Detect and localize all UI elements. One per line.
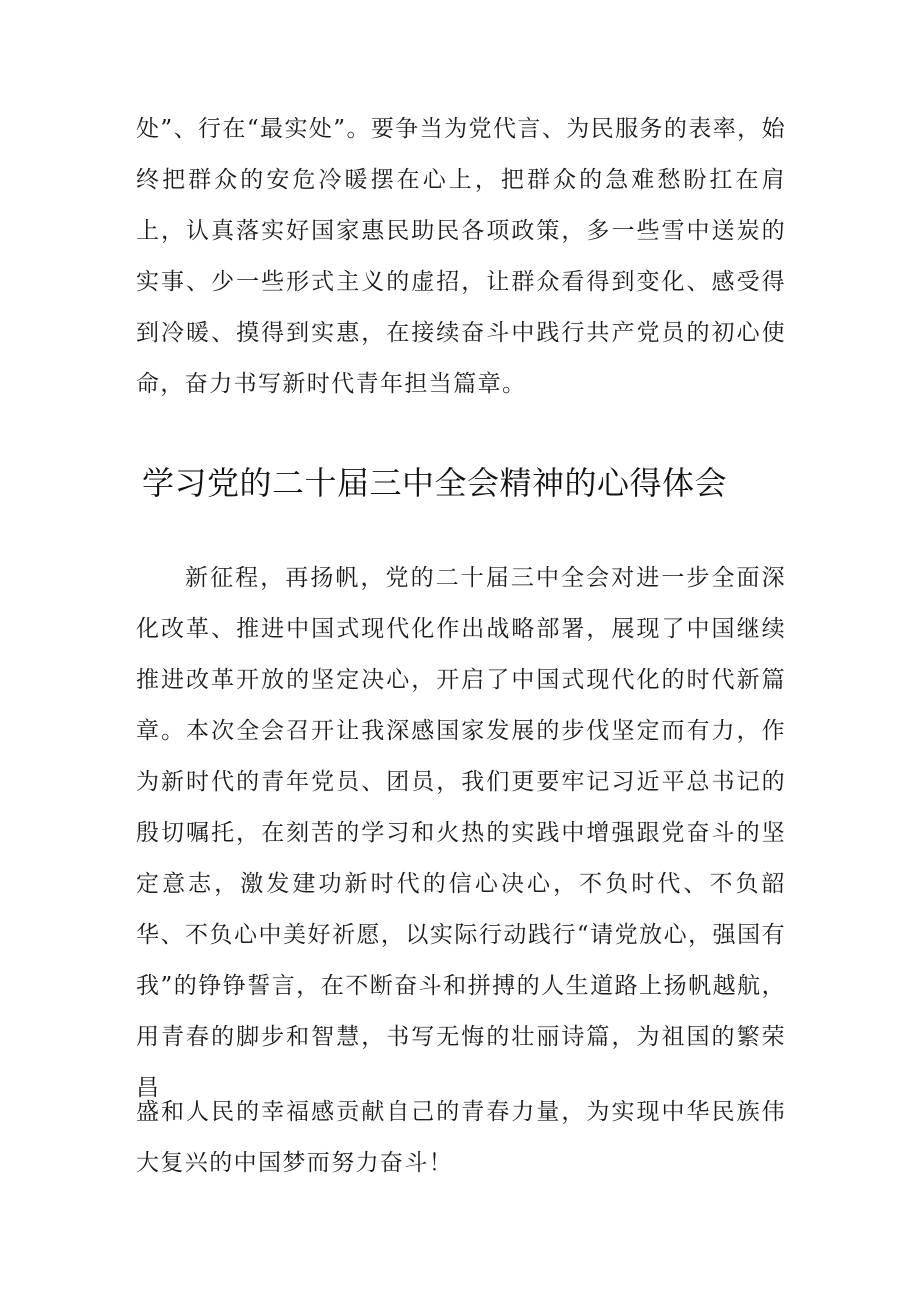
continuation-paragraph: 处”、行在“最实处”。要争当为党代言、为民服务的表率，始终把群众的安危冷暖摆在心上，把群众的急难愁盼扛在肩上，认真落实好国家惠民助民各项政策，多一些雪中送炭的实事、少一些形式主义的虚招，让群众看得到变化、感受得到冷暖、摸得到实惠，在接续奋斗中践行共产党员的初心使命，奋力书写新时代青年担当篇章。 <box>136 116 786 397</box>
closing-paragraph: 盛和人民的幸福感贡献自己的青春力量，为实现中华民族伟大复兴的中国梦而努力奋斗！ <box>136 1099 786 1176</box>
body-paragraph: 新征程，再扬帆，党的二十届三中全会对进一步全面深化改革、推进中国式现代化作出战略部署，展现了中国继续推进改革开放的坚定决心，开启了中国式现代化的时代新篇章。本次全会召开让我深感国家发展的步伐坚定而有力，作为新时代的青年党员、团员，我们更要牢记习近平总书记的殷切嘱托，在刻苦的学习和火热的实践中增强跟党奋斗的坚定意志，激发建功新时代的信心决心，不负时代、不负韶华、不负心中美好祈愿，以实际行动践行“请党放心，强国有我”的铮铮誓言，在不断奋斗和拼搏的人生道路上扬帆越航，用青春的脚步和智慧，书写无悔的壮丽诗篇，为祖国的繁荣昌 <box>136 565 786 1101</box>
document-title: 学习党的二十届三中全会精神的心得体会 <box>142 464 728 502</box>
